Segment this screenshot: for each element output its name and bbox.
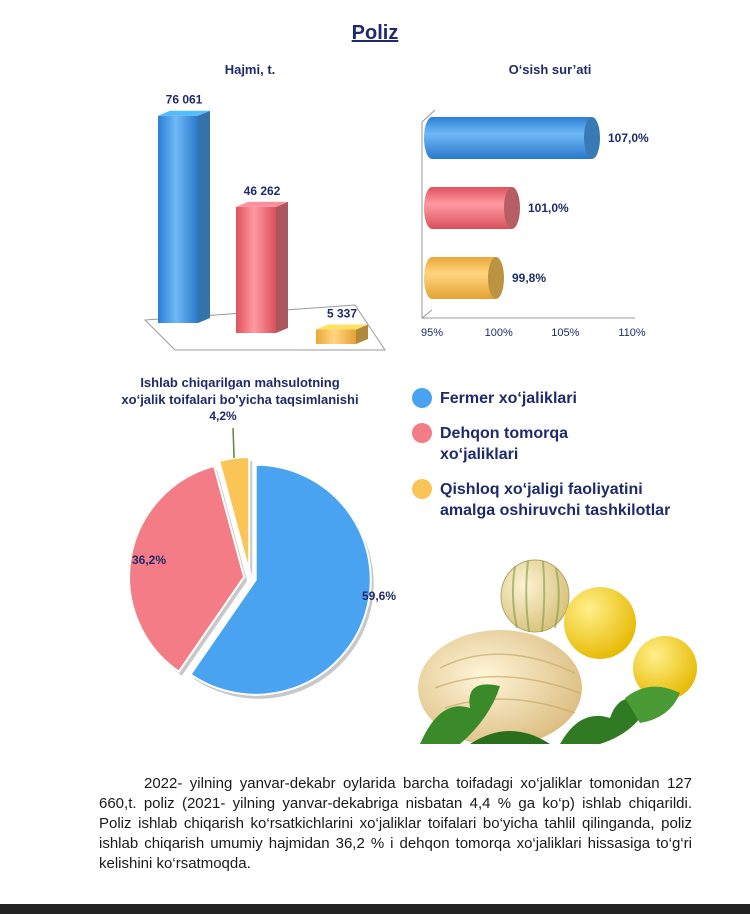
pie-data-label: 4,2% (209, 410, 237, 424)
legend-item-tashkilotlar (412, 479, 732, 521)
distribution-pie-chart (95, 410, 415, 710)
summary-paragraph (99, 774, 692, 874)
growth-x-tick: 105% (551, 327, 580, 339)
page-title: Poliz (351, 22, 399, 44)
pie-chart-title (90, 374, 390, 408)
pie-data-label: 59,6% (362, 589, 397, 603)
legend-label-cont: amalga oshiruvchi tashkilotlar (440, 502, 671, 519)
hbar-dehqon (424, 187, 569, 229)
growth-x-tick: 95% (420, 327, 444, 339)
pie-title-line2: xo‘jalik toifalari bo'yicha taqsimlanishi (121, 392, 359, 407)
growth-data-label: 101,0% (528, 201, 569, 215)
legend-item-dehqon (412, 423, 732, 465)
melon-photo (410, 558, 710, 744)
legend-label-cont: xo‘jaliklari (440, 446, 519, 463)
volume-data-label: 46 262 (243, 183, 281, 198)
growth-x-tick: 110% (618, 327, 646, 339)
chart-legend (412, 388, 732, 535)
bar-dehqon (236, 202, 288, 333)
volume-data-label: 76 061 (165, 92, 203, 107)
legend-label: Fermer xo‘jaliklari (440, 390, 577, 407)
volume-bar-chart (130, 80, 400, 360)
legend-item-fermer (412, 388, 732, 409)
hbar-tashkilotlar (424, 257, 546, 299)
leader-line (233, 428, 234, 458)
legend-marker (412, 423, 432, 443)
legend-label: Dehqon tomorqa (440, 425, 568, 442)
hbar-fermer (424, 117, 649, 159)
legend-label: Qishloq xo‘jaligi faoliyatini (440, 481, 643, 498)
volume-chart-title: Hajmi, t. (224, 62, 276, 77)
legend-marker (412, 388, 432, 408)
growth-data-label: 99,8% (512, 271, 547, 285)
volume-data-label: 5 337 (326, 306, 358, 321)
bar-tashkilotlar (316, 324, 368, 344)
bar-fermer (158, 111, 210, 323)
pie-data-label: 36,2% (131, 553, 166, 567)
growth-bar-chart (410, 90, 710, 350)
bottom-bar (0, 904, 750, 914)
growth-data-label: 107,0% (608, 131, 649, 145)
legend-marker (412, 479, 432, 499)
pie-title-line1: Ishlab chiqarilgan mahsulotning (140, 375, 340, 390)
summary-text: 2022- yilning yanvar-dekabr oylarida barcha toifadagi xo‘jaliklar tomonidan 127 660,t. poliz (2021- yilning yanvar-dekabriga nisbatan 4,4 % ga ko‘p) ishlab chiqarildi. Poliz ishlab chiqarish ko‘rsatkichlarini xo‘jaliklar toifalari bo‘yicha tahlil qilinganda, poliz ishlab chiqarish umumiy hajmidan 36,2 % i dehqon tomorqa xo‘jaliklari hissasiga to‘g‘ri kelishini ko‘rsatmoqda. (99, 775, 692, 872)
growth-x-tick: 100% (484, 327, 513, 339)
growth-chart-title: O‘sish sur’ati (508, 62, 592, 77)
